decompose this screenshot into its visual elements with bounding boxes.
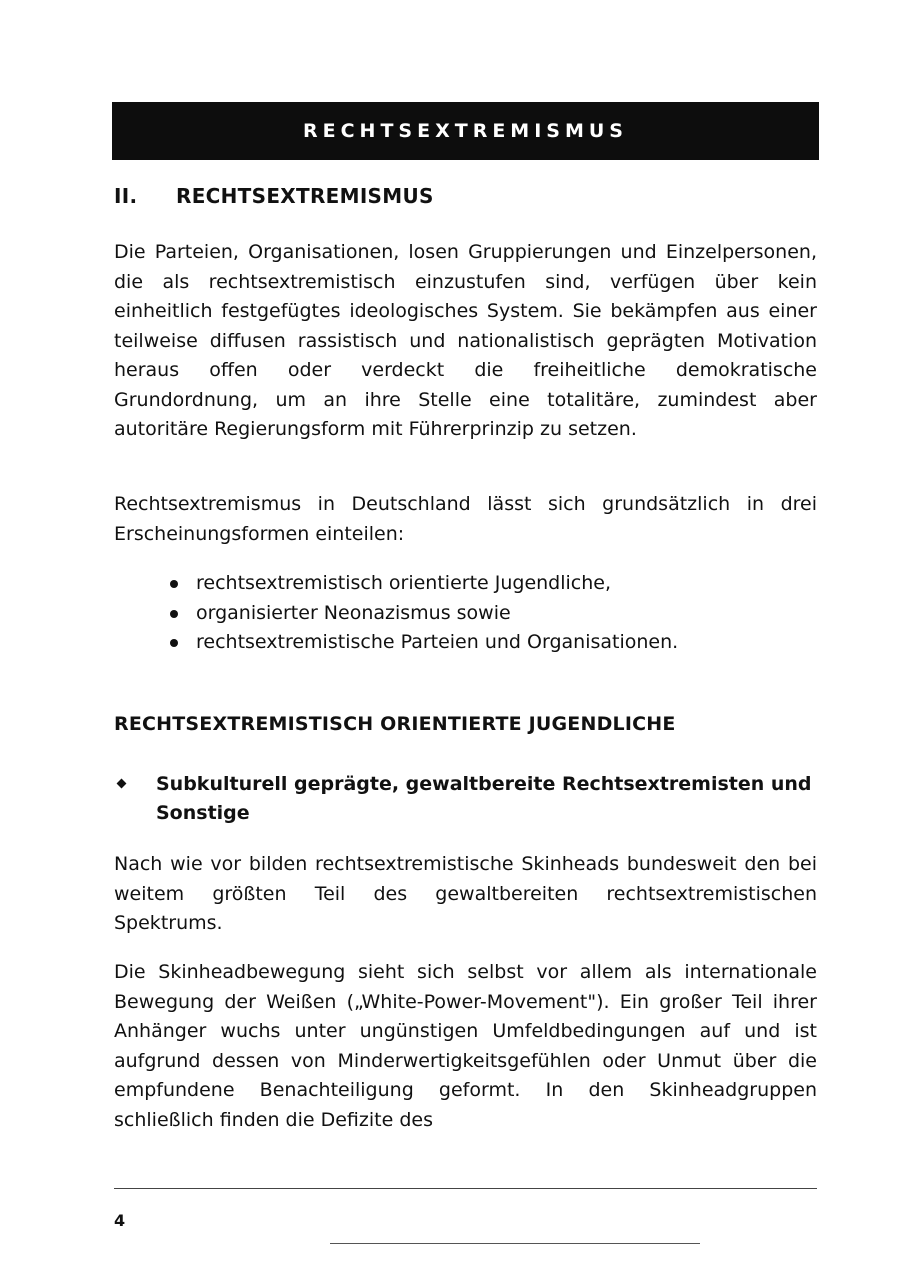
chapter-number: II.	[114, 184, 138, 208]
chapter-title-text: RECHTSEXTREMISMUS	[176, 184, 434, 208]
bullet-dot-icon	[170, 610, 178, 618]
intro-paragraph-2: Rechtsextremismus in Deutschland lässt sich grundsätzlich in drei Erscheinungsformen einteilen:	[114, 493, 817, 545]
chapter-title	[114, 184, 434, 208]
section-paragraph-1: Nach wie vor bilden rechtsextremistische Skinheads bundesweit den bei weitem größten Teil des gewaltbereiten rechtsextremistischen Spektrums.	[114, 853, 817, 934]
subheading	[114, 770, 817, 828]
forms-bullet-list	[170, 569, 678, 658]
intro-paragraph-1: Die Parteien, Organisationen, losen Gruppierungen und Einzelpersonen, die als rechtsextremistisch einzustufen sind, verfügen über kein einheitlich festgefügtes ideologisches System. Sie bekämpfen aus einer teilweise diffusen rassistisch und nationalistisch geprägten Motivation heraus offen oder verdeckt die freiheitliche demokratische Grundordnung, um an ihre Stelle eine totalitäre, zumindest aber autoritäre Regierungsform mit Führerprinzip zu setzen.	[114, 241, 817, 440]
page-number: 4	[114, 1211, 126, 1230]
subheading-text: Subkulturell geprägte, gewaltbereite Rechtsextremisten und Sonstige	[156, 773, 812, 824]
section-paragraph-2: Die Skinheadbewegung sieht sich selbst vor allem als internationale Bewegung der Weißen („White-Power-Movement"). Ein großer Teil ihrer Anhänger wuchs unter ungünstigen Umfeldbedingungen auf und ist aufgrund dessen von Minderwertigkeitsgefühlen oder Unmut über die empfundene Benachteiligung geformt. In den Skinheadgruppen schließlich finden die Defizite des	[114, 961, 817, 1131]
list-item	[170, 569, 678, 599]
section-heading: RECHTSEXTREMISTISCH ORIENTIERTE JUGENDLICHE	[114, 713, 676, 735]
running-header-bar	[112, 102, 819, 160]
bottom-divider	[330, 1243, 700, 1244]
list-item	[170, 599, 678, 629]
footer-divider	[114, 1188, 817, 1189]
list-item-text: rechtsextremistisch orientierte Jugendliche,	[196, 572, 612, 594]
list-item-text: rechtsextremistische Parteien und Organisationen.	[196, 631, 679, 653]
running-header-title: RECHTSEXTREMISMUS	[303, 120, 628, 142]
list-item	[170, 628, 678, 658]
bullet-dot-icon	[170, 580, 178, 588]
bullet-dot-icon	[170, 639, 178, 647]
list-item-text: organisierter Neonazismus sowie	[196, 601, 511, 624]
diamond-bullet-icon	[117, 779, 127, 789]
